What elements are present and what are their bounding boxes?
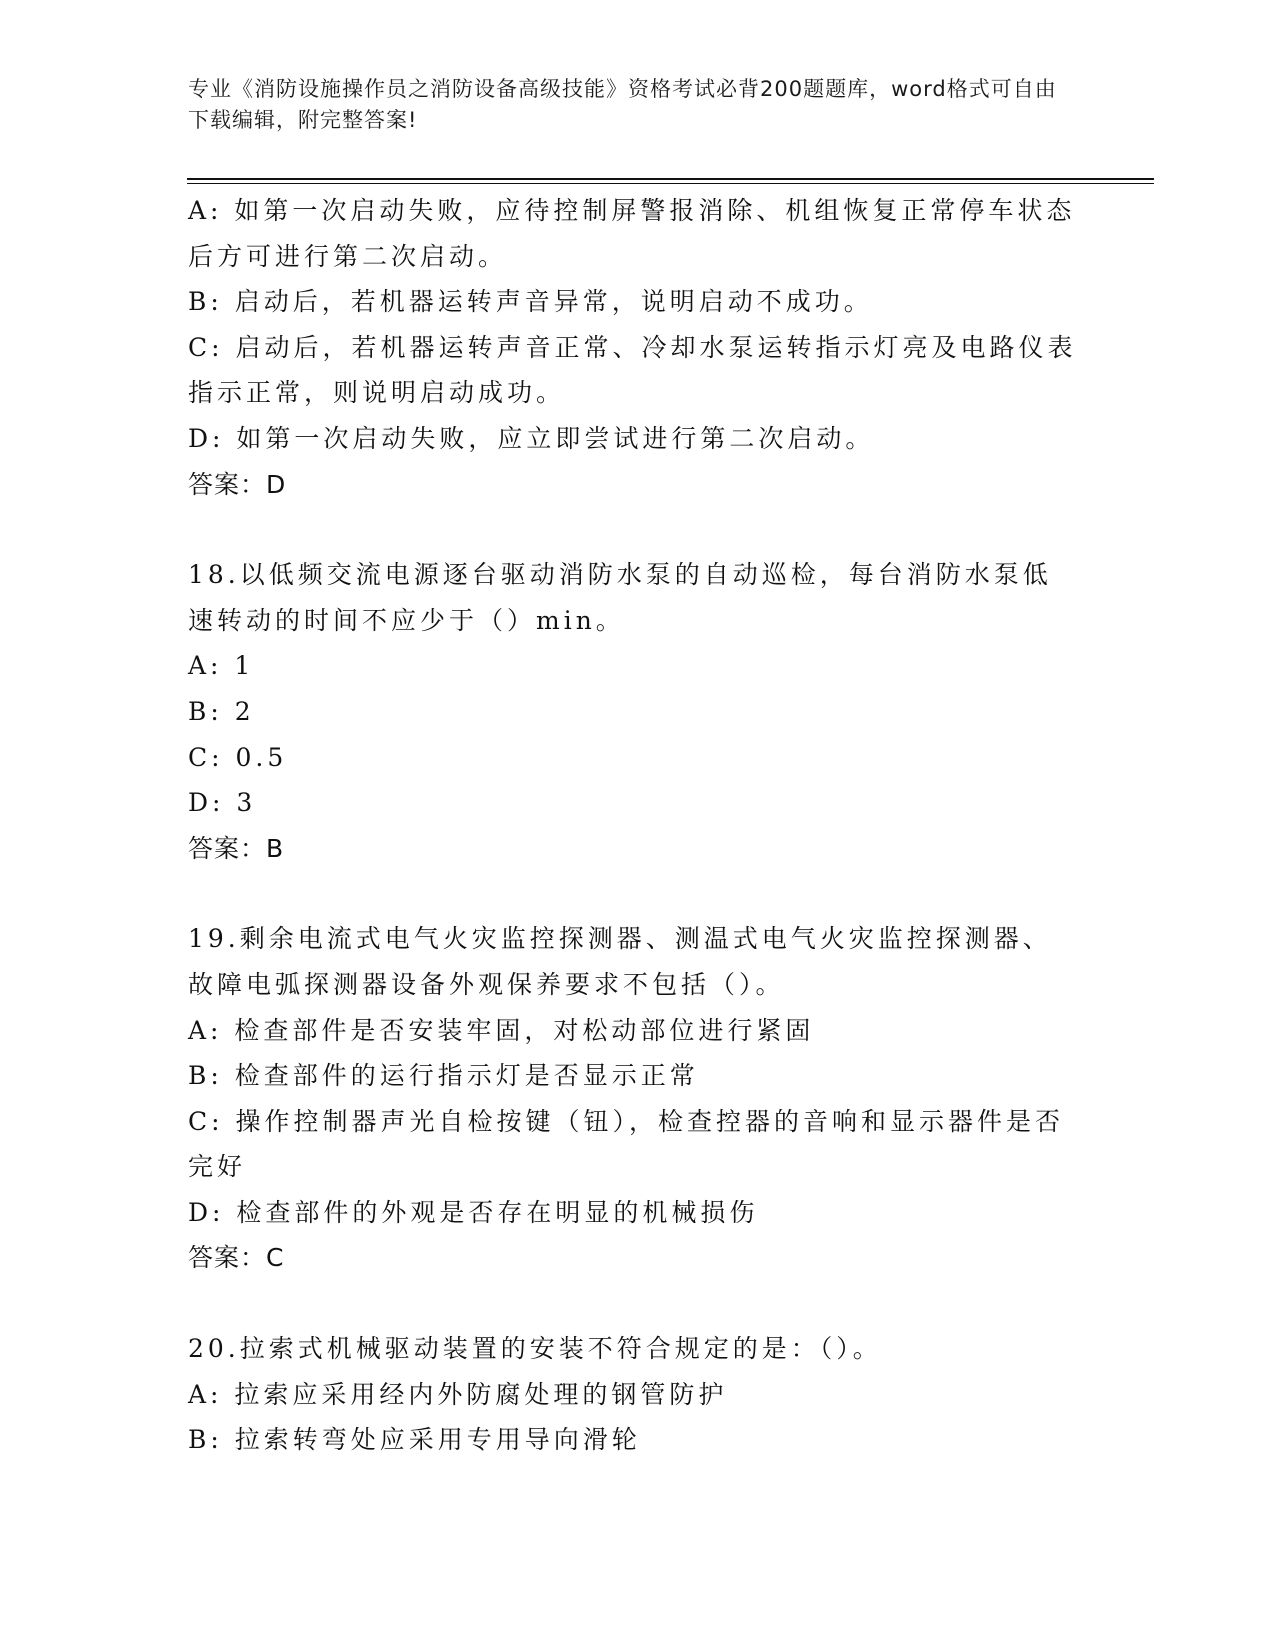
spacer xyxy=(188,1281,1078,1326)
q17-option-a: A: 如第一次启动失败，应待控制屏警报消除、机组恢复正常停车状态后方可进行第二次启动。 xyxy=(188,196,1076,271)
header-rule-thin xyxy=(187,183,1154,184)
q19-option-a: A: 检查部件是否安装牢固，对松动部位进行紧固 xyxy=(188,1015,815,1045)
q17-option-b: B: 启动后，若机器运转声音异常，说明启动不成功。 xyxy=(188,287,873,317)
q18-option-c: C: 0.5 xyxy=(188,742,288,772)
q18-answer: 答案：B xyxy=(188,833,285,863)
page-content xyxy=(188,188,1078,1463)
q20-option-b: B: 拉索转弯处应采用专用导向滑轮 xyxy=(188,1425,641,1455)
q19-stem: 19.剩余电流式电气火灾监控探测器、测温式电气火灾监控探测器、故障电弧探测器设备外观保养要求不包括（）。 xyxy=(188,924,1052,999)
q17-option-d: D: 如第一次启动失败，应立即尝试进行第二次启动。 xyxy=(188,423,875,453)
q20-option-a: A: 拉索应采用经内外防腐处理的钢管防护 xyxy=(188,1379,728,1409)
q18-option-b: B: 2 xyxy=(188,696,255,726)
q19-option-b: B: 检查部件的运行指示灯是否显示正常 xyxy=(188,1061,699,1091)
q17-answer: 答案：D xyxy=(188,469,287,499)
question-19 xyxy=(188,916,1078,1281)
q19-option-c: C: 操作控制器声光自检按键（钮），检查控器的音响和显示器件是否完好 xyxy=(188,1106,1065,1182)
q18-option-a: A: 1 xyxy=(188,651,255,681)
question-17-tail xyxy=(188,188,1078,507)
document-header: 专业《消防设施操作员之消防设备高级技能》资格考试必背200题题库，word格式可自由下载编辑，附完整答案! xyxy=(188,77,1057,132)
spacer xyxy=(188,871,1078,916)
spacer xyxy=(188,507,1078,552)
q19-option-d: D: 检查部件的外观是否存在明显的机械损伤 xyxy=(188,1197,759,1227)
question-20 xyxy=(188,1326,1078,1463)
question-18 xyxy=(188,552,1078,871)
q17-option-c: C: 启动后，若机器运转声音正常、冷却水泵运转指示灯亮及电路仪表指示正常，则说明启动成功。 xyxy=(188,332,1077,408)
header-rule-thick xyxy=(187,178,1154,180)
q18-option-d: D: 3 xyxy=(188,788,257,818)
q20-stem: 20.拉索式机械驱动装置的安装不符合规定的是：（）。 xyxy=(188,1334,882,1364)
q18-stem: 18.以低频交流电源逐台驱动消防水泵的自动巡检，每台消防水泵低速转动的时间不应少于（）min。 xyxy=(188,560,1052,635)
q19-answer: 答案：C xyxy=(188,1243,285,1273)
